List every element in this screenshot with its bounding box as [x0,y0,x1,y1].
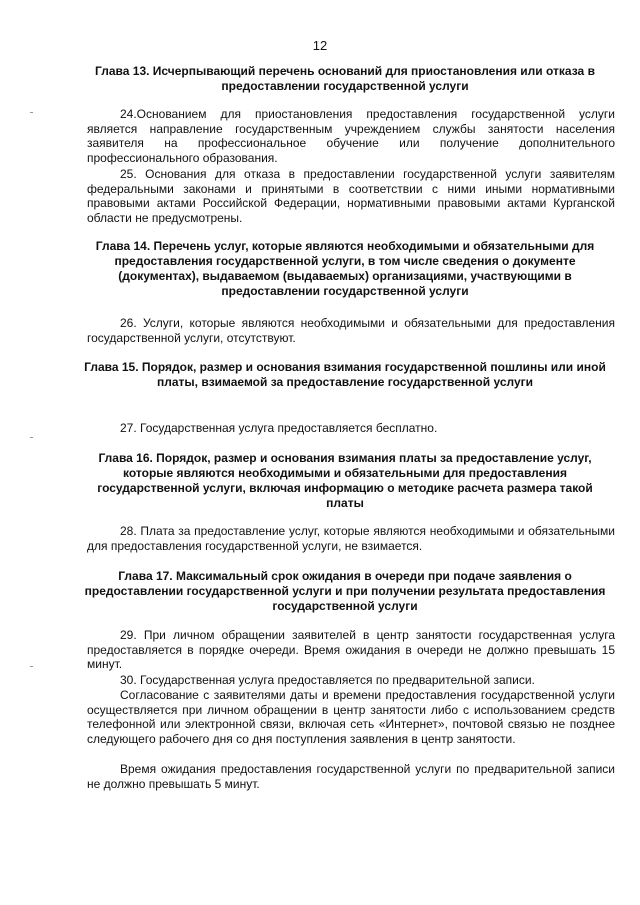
margin-mark [30,112,33,113]
paragraph-25: 25. Основания для отказа в предоставлении государственной услуги заявителям федеральными законами и принятыми в соответствии с ними иными нормативными правовыми актами Российской Федерации, нормативными правовыми актами Курганской области не предусмотрены. [87,167,615,225]
paragraph-24: 24.Основанием для приостановления предоставления государственной услуги является направление государственным учреждением службы занятости населения заявителя на профессиональное обучение или получение дополнительного профессионального образования. [87,107,615,165]
paragraph-28: 28. Плата за предоставление услуг, которые являются необходимыми и обязательными для предоставления государственной услуги, не взимается. [87,524,615,553]
chapter-13-heading: Глава 13. Исчерпывающий перечень оснований для приостановления или отказа в предоставлении государственной услуги [95,64,595,93]
chapter-14-heading: Глава 14. Перечень услуг, которые являются необходимыми и обязательными для предоставления государственной услуги, в том числе сведения о документе (документах), выдаваемом (выдаваемых) организациями, участвующими в предоставлении государственной услуги [95,239,595,298]
paragraph-30: 30. Государственная услуга предоставляется по предварительной записи. [120,673,535,687]
paragraph-27: 27. Государственная услуга предоставляется бесплатно. [120,421,438,435]
paragraph-26: 26. Услуги, которые являются необходимыми и обязательными для предоставления государственной услуги, отсутствуют. [87,316,615,345]
chapter-16-heading: Глава 16. Порядок, размер и основания взимания платы за предоставление услуг, которые являются необходимыми и обязательными для предоставления государственной услуги, включая информацию о методике расчета размера такой платы [97,451,593,510]
margin-mark [30,437,33,438]
paragraph-29: 29. При личном обращении заявителей в центр занятости государственная услуга предоставляется в порядке очереди. Время ожидания в очереди не должно превышать 15 минут. [87,628,615,671]
margin-mark [30,666,33,667]
chapter-15-heading: Глава 15. Порядок, размер и основания взимания государственной пошлины или иной платы, взимаемой за предоставление государственной услуги [84,360,606,389]
paragraph-agreement: Согласование с заявителями даты и времени предоставления государственной услуги осуществляется при личном обращении в центр занятости либо с использованием средств телефонной или электронной связи, включая сеть «Интернет», почтовой связью не позднее следующего рабочего дня со дня поступления заявления в центр занятости. [87,688,615,746]
chapter-17-heading: Глава 17. Максимальный срок ожидания в очереди при подаче заявления о предоставлении государственной услуги и при получении результата предоставления государственной услуги [84,569,606,613]
page-number: 12 [312,38,328,53]
paragraph-waiting-time: Время ожидания предоставления государственной услуги по предварительной записи не должно превышать 5 минут. [87,762,615,791]
